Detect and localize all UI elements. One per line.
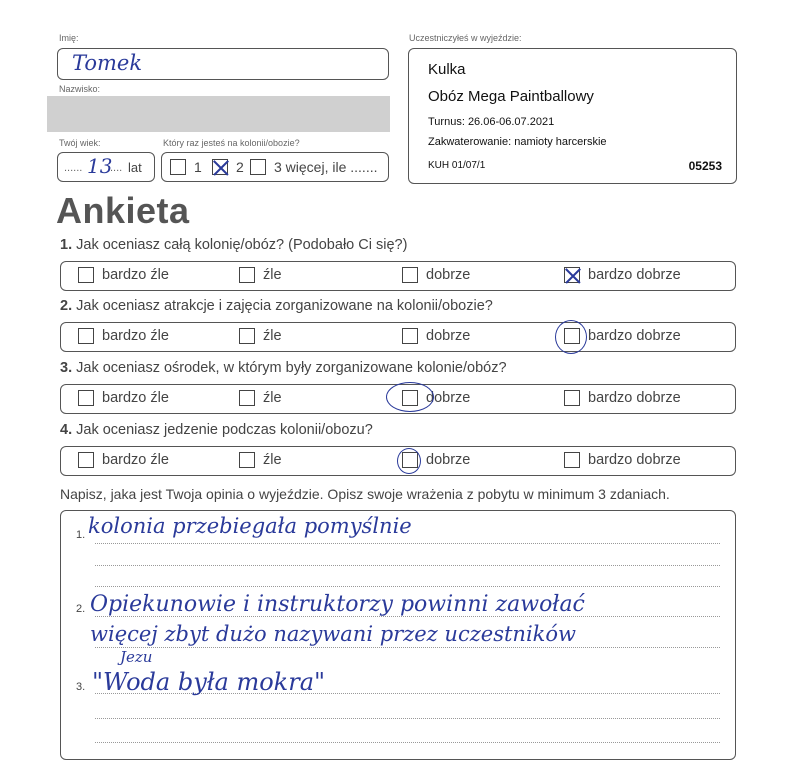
age-value: 13 — [87, 154, 113, 178]
option-bardzo-zle[interactable]: bardzo źle — [78, 452, 169, 468]
checkbox[interactable] — [78, 390, 94, 406]
option-bardzo-zle[interactable]: bardzo źle — [78, 390, 169, 406]
times-option-1[interactable]: 1 — [170, 159, 202, 175]
camp-accommodation: Zakwaterowanie: namioty harcerskie — [428, 136, 607, 148]
dotted-line — [95, 586, 720, 587]
checkbox-checked[interactable] — [212, 159, 228, 175]
opinion-line-2: Opiekunowie i instruktorzy powinni zawołać — [90, 592, 585, 617]
option-zle[interactable]: źle — [239, 328, 282, 344]
opinion-prompt: Napisz, jaka jest Twoja opinia o wyjeździe. Opisz swoje wrażenia z pobytu w minimum 3 zdaniach. — [60, 486, 670, 502]
answer-row-4 — [60, 446, 736, 476]
age-dots-after: .... — [110, 162, 123, 174]
question-2: 2. Jak oceniasz atrakcje i zajęcia zorganizowane na kolonii/obozie? — [60, 298, 493, 314]
option-zle[interactable]: źle — [239, 452, 282, 468]
checkbox[interactable] — [78, 328, 94, 344]
answer-row-1 — [60, 261, 736, 291]
option-bardzo-dobrze[interactable]: bardzo dobrze — [564, 328, 681, 344]
checkbox-checked[interactable] — [564, 267, 580, 283]
checkbox[interactable] — [239, 452, 255, 468]
circle-mark — [555, 320, 587, 354]
dotted-line — [95, 742, 720, 743]
question-4: 4. Jak oceniasz jedzenie podczas kolonii/obozu? — [60, 422, 373, 438]
checkbox[interactable] — [564, 390, 580, 406]
name-field[interactable] — [57, 48, 389, 80]
times-option-3[interactable]: 3 więcej, ile ....... — [250, 159, 377, 175]
option-bardzo-dobrze[interactable]: bardzo dobrze — [564, 390, 681, 406]
opinion-line-1: kolonia przebiegała pomyślnie — [88, 514, 412, 538]
question-3: 3. Jak oceniasz ośrodek, w którym były zorganizowane kolonie/obóz? — [60, 360, 507, 376]
answer-row-2 — [60, 322, 736, 352]
dotted-line — [95, 647, 720, 648]
camp-title: Obóz Mega Paintballowy — [428, 88, 594, 105]
camp-code: KUH 01/07/1 — [428, 160, 486, 171]
survey-title: Ankieta — [56, 190, 190, 231]
age-label: Twój wiek: — [59, 138, 101, 148]
name-label: Imię: — [59, 33, 79, 43]
checkbox[interactable] — [402, 328, 418, 344]
answer-row-3 — [60, 384, 736, 414]
option-dobrze[interactable]: dobrze — [402, 328, 470, 344]
camp-name: Kulka — [428, 61, 466, 78]
option-zle[interactable]: źle — [239, 390, 282, 406]
checkbox[interactable] — [402, 267, 418, 283]
camp-number: 05253 — [688, 159, 722, 173]
checkbox[interactable] — [239, 390, 255, 406]
question-1: 1. Jak oceniasz całą kolonię/obóz? (Podobało Ci się?) — [60, 237, 408, 253]
checkbox[interactable] — [564, 452, 580, 468]
checkbox[interactable] — [250, 159, 266, 175]
option-bardzo-zle[interactable]: bardzo źle — [78, 267, 169, 283]
times-option-2[interactable]: 2 — [212, 159, 244, 175]
checkbox[interactable] — [170, 159, 186, 175]
circle-mark — [386, 382, 434, 412]
name-value: Tomek — [72, 51, 143, 75]
times-label: Który raz jesteś na kolonii/obozie? — [163, 138, 300, 148]
option-dobrze[interactable]: dobrze — [402, 390, 470, 406]
option-bardzo-dobrze[interactable]: bardzo dobrze — [564, 452, 681, 468]
line-number-2: 2. — [76, 603, 86, 615]
surname-redacted-field — [47, 96, 390, 132]
checkbox[interactable] — [239, 267, 255, 283]
checkbox[interactable] — [78, 267, 94, 283]
checkbox[interactable] — [239, 328, 255, 344]
option-bardzo-dobrze[interactable]: bardzo dobrze — [564, 267, 681, 283]
opinion-line-3: "Woda była mokra" — [92, 668, 326, 696]
camp-label: Uczestniczyłeś w wyjeździe: — [409, 33, 522, 43]
option-dobrze[interactable]: dobrze — [402, 267, 470, 283]
line-number-3: 3. — [76, 681, 86, 693]
opinion-line-2c: Jezu — [120, 648, 153, 666]
camp-info-box — [408, 48, 737, 184]
option-dobrze[interactable]: dobrze — [402, 452, 470, 468]
option-bardzo-zle[interactable]: bardzo źle — [78, 328, 169, 344]
times-field — [161, 152, 389, 182]
option-zle[interactable]: źle — [239, 267, 282, 283]
opinion-line-2b: więcej zbyt dużo nazywani przez uczestników — [90, 622, 577, 646]
dotted-line — [95, 565, 720, 566]
checkbox[interactable] — [78, 452, 94, 468]
age-unit: lat — [128, 160, 142, 175]
age-field[interactable] — [57, 152, 155, 182]
line-number-1: 1. — [76, 529, 86, 541]
dotted-line — [95, 718, 720, 719]
age-dots-before: ...... — [64, 162, 83, 174]
dotted-line — [95, 543, 720, 544]
surname-label: Nazwisko: — [59, 84, 101, 94]
camp-turnus: Turnus: 26.06-06.07.2021 — [428, 116, 555, 128]
circle-mark — [397, 448, 421, 474]
